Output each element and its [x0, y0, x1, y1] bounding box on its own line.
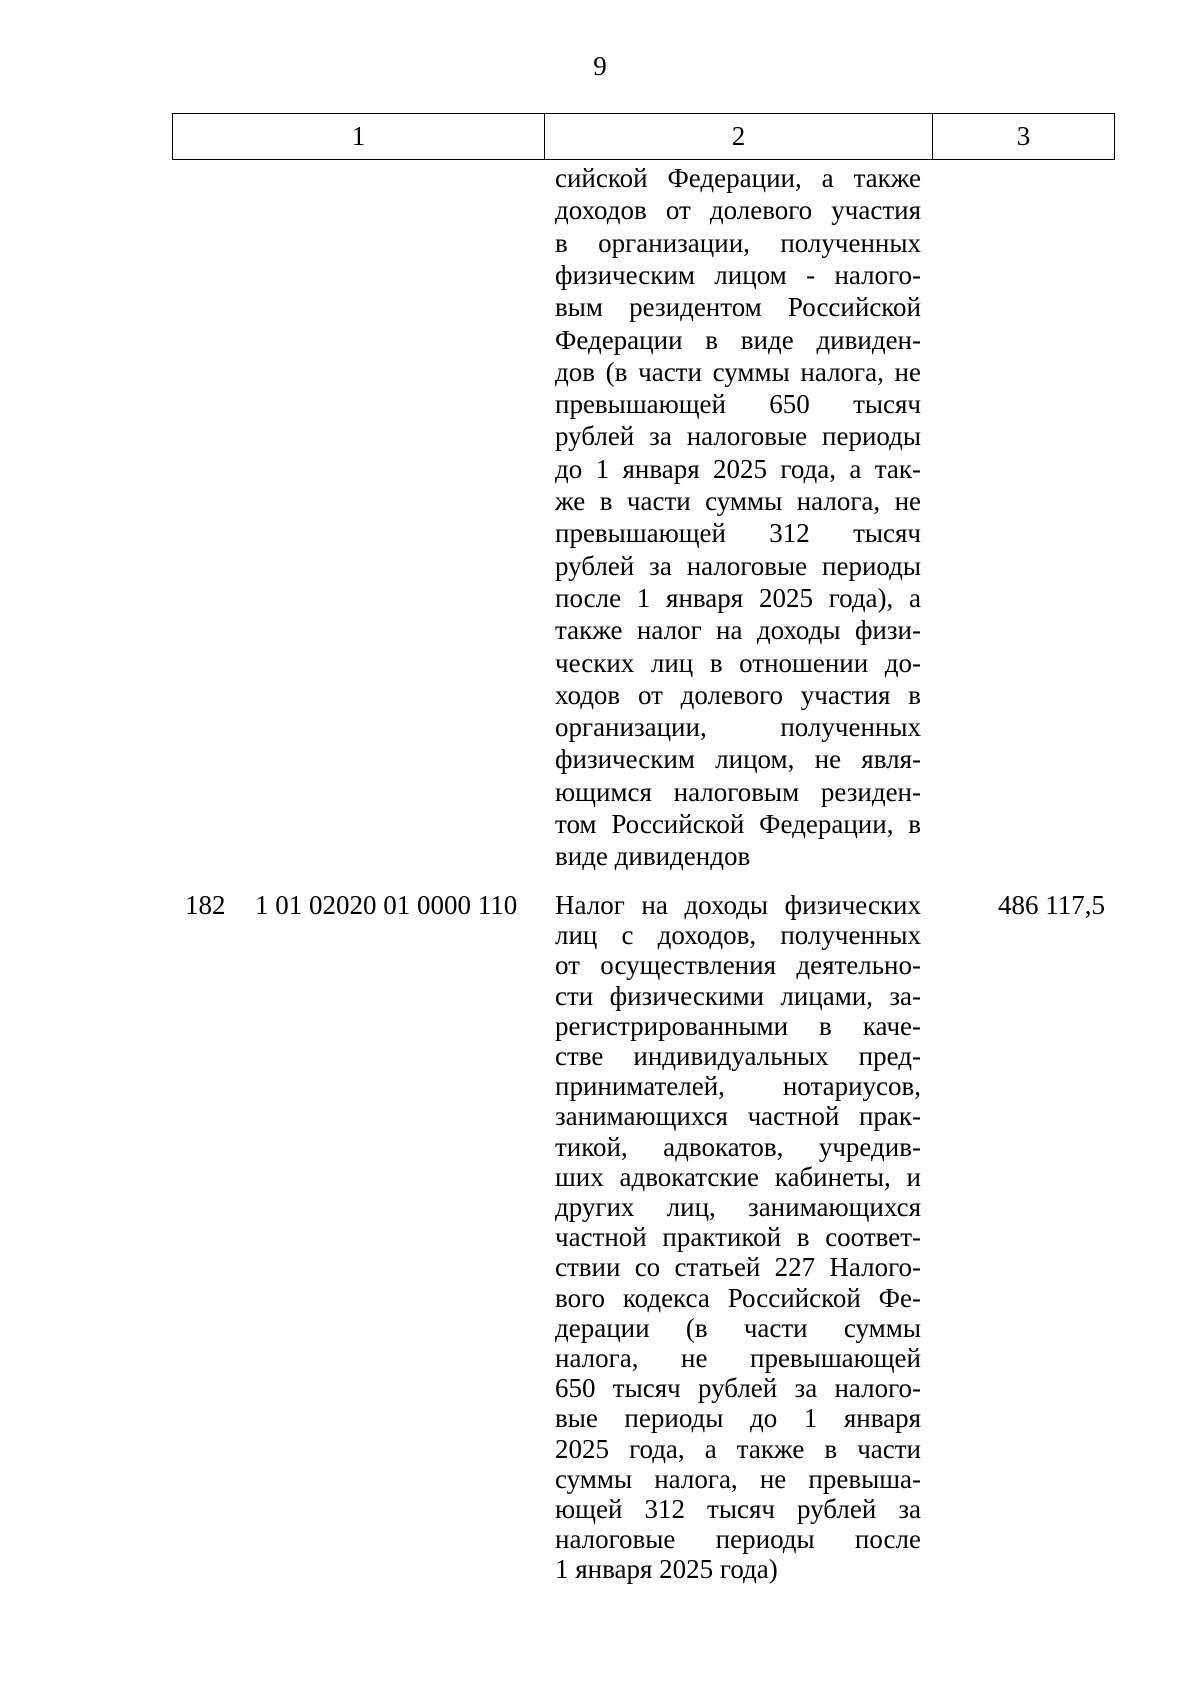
text-line: рублей за налоговые периоды	[555, 421, 921, 452]
text-line: ющимся налоговым резиден-	[555, 776, 921, 807]
text-line: ческих лиц в отношении до-	[555, 647, 921, 678]
text-line: организации, полученных	[555, 712, 921, 743]
text-line: тикой, адвокатов, учредив-	[555, 1131, 921, 1162]
text-line: стве индивидуальных пред-	[555, 1041, 921, 1071]
text-line: дерации (в части суммы	[555, 1312, 921, 1343]
admin-code: 182	[185, 890, 226, 920]
table-header	[172, 113, 1115, 160]
header-col-2: 2	[545, 114, 933, 159]
amount: 486 117,5	[998, 890, 1105, 920]
text-line: 2025 года, а также в части	[555, 1433, 921, 1464]
text-line: регистрированными в каче-	[555, 1010, 921, 1041]
text-line: физическим лицом - налого-	[555, 259, 921, 290]
text-line: занимающихся частной прак-	[555, 1101, 921, 1132]
text-line: вым резидентом Российской	[555, 292, 921, 323]
text-line: Налог на доходы физических	[555, 890, 921, 920]
text-line: 1 января 2025 года)	[555, 1554, 778, 1585]
text-line: в организации, полученных	[555, 227, 921, 258]
text-line: налога, не превышающей	[555, 1343, 921, 1373]
text-line: виде дивидендов	[555, 841, 751, 872]
text-line: ющей 312 тысяч рублей за	[555, 1494, 921, 1524]
text-line: дов (в части суммы налога, не	[555, 356, 921, 387]
header-col-3: 3	[1016, 121, 1031, 151]
text-line: 650 тысяч рублей за налого-	[555, 1373, 921, 1404]
text-line: сти физическими лицами, за-	[555, 980, 921, 1011]
page-number: 9	[593, 51, 607, 81]
kbk-code: 1 01 02020 01 0000 110	[255, 890, 518, 920]
text-line: ших адвокатские кабинеты, и	[555, 1161, 921, 1192]
text-line: частной практикой в соответ-	[555, 1222, 921, 1253]
text-line: превышающей 312 тысяч	[555, 518, 921, 549]
text-line: Федерации в виде дивиден-	[555, 324, 921, 355]
text-line: доходов от долевого участия	[555, 195, 921, 226]
text-line: ходов от долевого участия в	[555, 679, 921, 710]
text-line: вые периоды до 1 января	[555, 1403, 921, 1434]
text-line: рублей за налоговые периоды	[555, 550, 921, 581]
text-line: от осуществления деятельно-	[555, 950, 921, 981]
text-line: же в части суммы налога, не	[555, 486, 921, 516]
text-line: вого кодекса Российской Фе-	[555, 1282, 921, 1313]
text-line: принимателей, нотариусов,	[555, 1071, 921, 1102]
text-line: сийской Федерации, а также	[555, 163, 921, 193]
header-col-1: 1	[173, 114, 545, 159]
text-line: суммы налога, не превыша-	[555, 1463, 921, 1494]
text-line: том Российской Федерации, в	[555, 809, 921, 839]
text-line: после 1 января 2025 года), а	[555, 582, 921, 613]
text-line: превышающей 650 тысяч	[555, 389, 921, 420]
text-line: ствии со статьей 227 Налого-	[555, 1252, 921, 1283]
text-line: налоговые периоды после	[555, 1524, 921, 1555]
text-line: физическим лицом, не явля-	[555, 744, 921, 775]
text-line: других лиц, занимающихся	[555, 1192, 921, 1222]
text-line: до 1 января 2025 года, а так-	[555, 453, 921, 484]
text-line: лиц с доходов, полученных	[555, 920, 921, 951]
text-line: также налог на доходы физи-	[555, 615, 921, 646]
